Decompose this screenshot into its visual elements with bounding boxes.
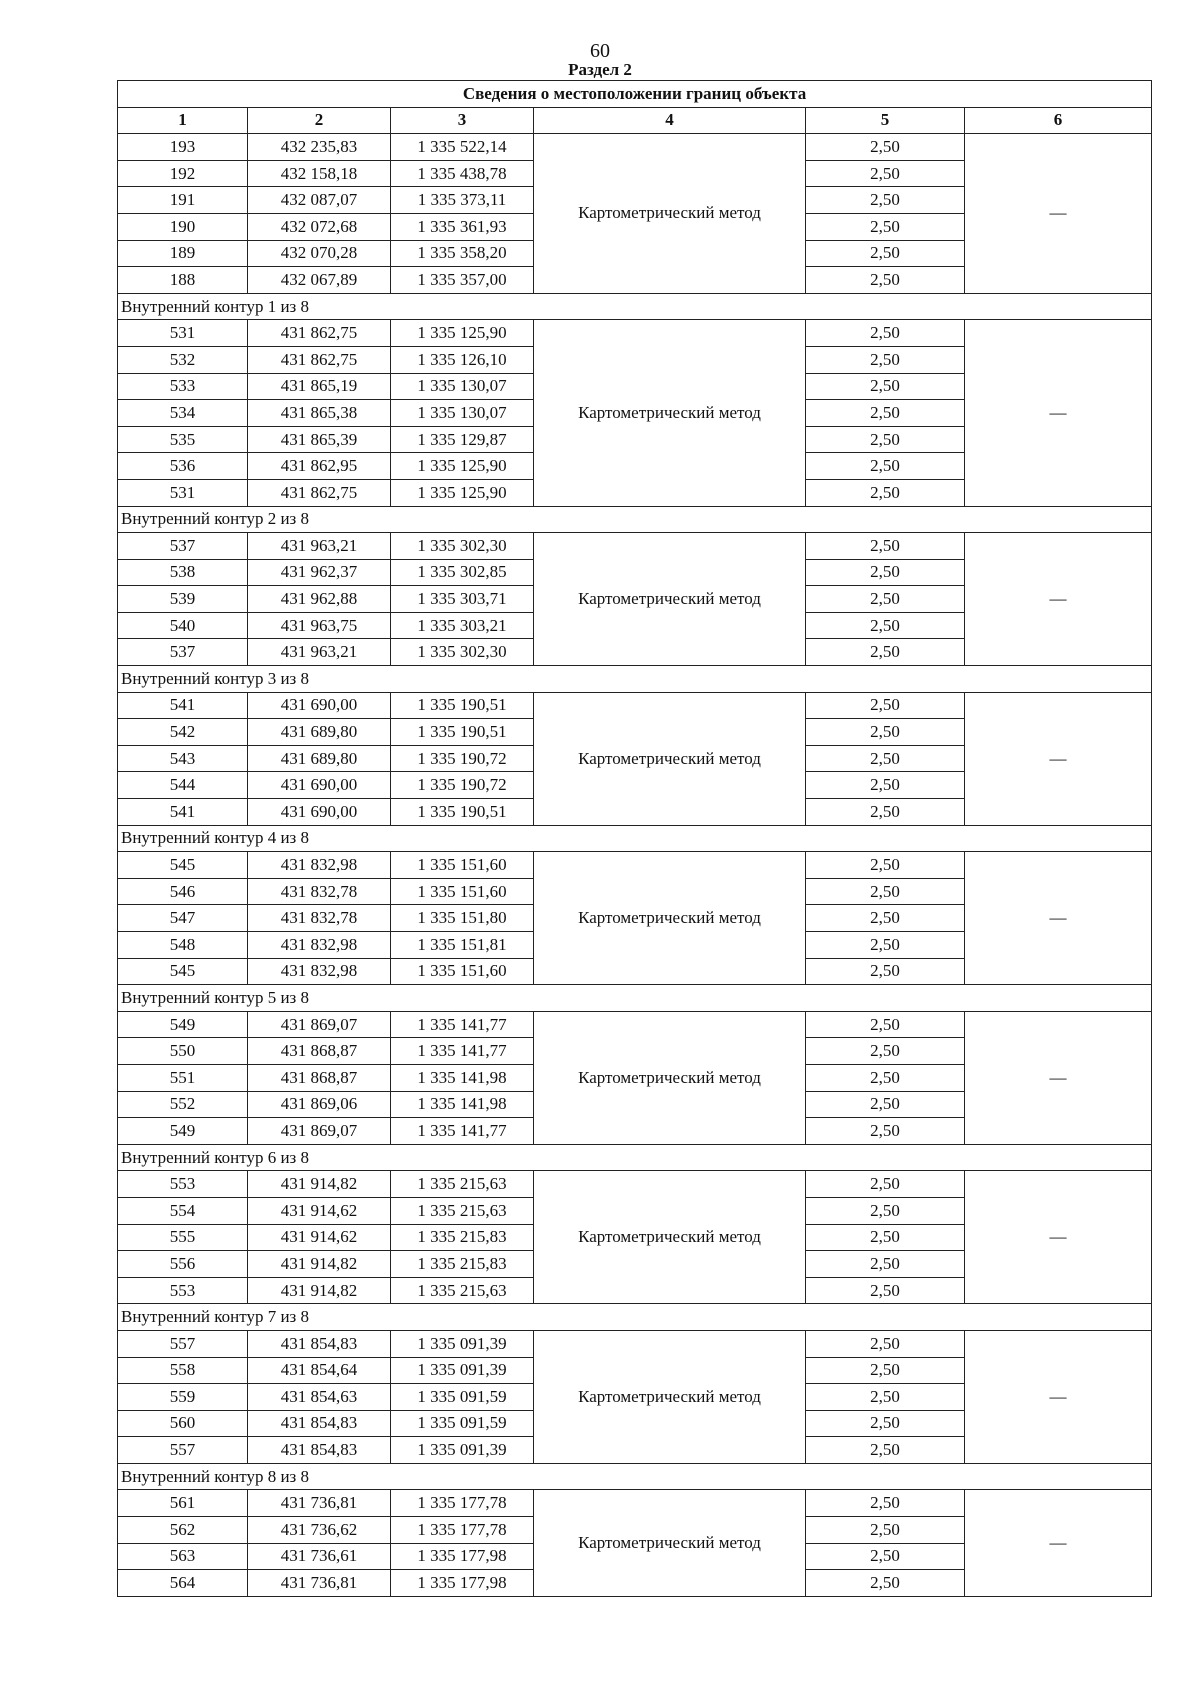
table-row bbox=[118, 1330, 1152, 1357]
accuracy-value: 2,50 bbox=[806, 1277, 965, 1304]
accuracy-value: 2,50 bbox=[806, 453, 965, 480]
point-number: 563 bbox=[118, 1543, 248, 1570]
contour-label-row bbox=[118, 985, 1152, 1012]
point-number: 560 bbox=[118, 1410, 248, 1437]
contour-label: Внутренний контур 2 из 8 bbox=[118, 506, 1152, 533]
coordinate-x: 431 854,83 bbox=[248, 1437, 391, 1464]
accuracy-value: 2,50 bbox=[806, 1410, 965, 1437]
coordinate-x: 431 854,64 bbox=[248, 1357, 391, 1384]
accuracy-value: 2,50 bbox=[806, 932, 965, 959]
point-number: 533 bbox=[118, 373, 248, 400]
point-number: 539 bbox=[118, 586, 248, 613]
column-header: 3 bbox=[391, 107, 534, 134]
contour-label: Внутренний контур 7 из 8 bbox=[118, 1304, 1152, 1331]
table-row bbox=[118, 852, 1152, 879]
point-number: 544 bbox=[118, 772, 248, 799]
point-number: 537 bbox=[118, 639, 248, 666]
table-title: Сведения о местоположении границ объекта bbox=[118, 81, 1152, 108]
contour-label: Внутренний контур 1 из 8 bbox=[118, 293, 1152, 320]
coordinate-x: 431 736,61 bbox=[248, 1543, 391, 1570]
coordinate-y: 1 335 141,98 bbox=[391, 1064, 534, 1091]
point-number: 545 bbox=[118, 852, 248, 879]
coordinate-y: 1 335 190,72 bbox=[391, 772, 534, 799]
coordinate-x: 431 963,75 bbox=[248, 612, 391, 639]
coordinate-x: 431 963,21 bbox=[248, 533, 391, 560]
coordinate-x: 431 832,78 bbox=[248, 905, 391, 932]
coordinate-x: 431 832,98 bbox=[248, 932, 391, 959]
accuracy-value: 2,50 bbox=[806, 426, 965, 453]
coordinate-x: 431 736,62 bbox=[248, 1517, 391, 1544]
accuracy-value: 2,50 bbox=[806, 134, 965, 161]
coordinate-x: 431 914,62 bbox=[248, 1224, 391, 1251]
coordinate-x: 432 235,83 bbox=[248, 134, 391, 161]
point-number: 531 bbox=[118, 479, 248, 506]
description-cell: — bbox=[965, 134, 1152, 294]
coordinate-x: 431 869,06 bbox=[248, 1091, 391, 1118]
accuracy-value: 2,50 bbox=[806, 187, 965, 214]
description-cell: — bbox=[965, 533, 1152, 666]
point-number: 556 bbox=[118, 1251, 248, 1278]
table-body bbox=[118, 134, 1152, 1597]
accuracy-value: 2,50 bbox=[806, 1251, 965, 1278]
coordinate-y: 1 335 177,78 bbox=[391, 1490, 534, 1517]
point-number: 549 bbox=[118, 1118, 248, 1145]
accuracy-value: 2,50 bbox=[806, 1543, 965, 1570]
table-row bbox=[118, 1011, 1152, 1038]
accuracy-value: 2,50 bbox=[806, 905, 965, 932]
accuracy-value: 2,50 bbox=[806, 1330, 965, 1357]
contour-label: Внутренний контур 4 из 8 bbox=[118, 825, 1152, 852]
coordinate-x: 432 070,28 bbox=[248, 240, 391, 267]
point-number: 550 bbox=[118, 1038, 248, 1065]
accuracy-value: 2,50 bbox=[806, 1038, 965, 1065]
column-header-row bbox=[118, 107, 1152, 134]
point-number: 564 bbox=[118, 1570, 248, 1597]
coordinate-y: 1 335 091,39 bbox=[391, 1437, 534, 1464]
coordinate-y: 1 335 357,00 bbox=[391, 267, 534, 294]
point-number: 538 bbox=[118, 559, 248, 586]
accuracy-value: 2,50 bbox=[806, 400, 965, 427]
coordinate-y: 1 335 151,81 bbox=[391, 932, 534, 959]
coordinate-y: 1 335 190,72 bbox=[391, 745, 534, 772]
point-number: 546 bbox=[118, 878, 248, 905]
accuracy-value: 2,50 bbox=[806, 586, 965, 613]
accuracy-value: 2,50 bbox=[806, 559, 965, 586]
accuracy-value: 2,50 bbox=[806, 1437, 965, 1464]
accuracy-value: 2,50 bbox=[806, 639, 965, 666]
coordinate-y: 1 335 151,60 bbox=[391, 878, 534, 905]
coordinate-y: 1 335 177,98 bbox=[391, 1570, 534, 1597]
point-number: 548 bbox=[118, 932, 248, 959]
coordinate-y: 1 335 125,90 bbox=[391, 453, 534, 480]
description-cell: — bbox=[965, 692, 1152, 825]
table-row bbox=[118, 1490, 1152, 1517]
point-number: 188 bbox=[118, 267, 248, 294]
contour-label-row bbox=[118, 1304, 1152, 1331]
point-number: 549 bbox=[118, 1011, 248, 1038]
accuracy-value: 2,50 bbox=[806, 1171, 965, 1198]
coordinate-x: 431 962,37 bbox=[248, 559, 391, 586]
table-row bbox=[118, 134, 1152, 161]
coordinate-x: 431 869,07 bbox=[248, 1011, 391, 1038]
accuracy-value: 2,50 bbox=[806, 213, 965, 240]
coordinate-x: 431 832,78 bbox=[248, 878, 391, 905]
point-number: 540 bbox=[118, 612, 248, 639]
column-header: 1 bbox=[118, 107, 248, 134]
coordinate-y: 1 335 215,63 bbox=[391, 1197, 534, 1224]
coordinate-x: 432 067,89 bbox=[248, 267, 391, 294]
coordinate-y: 1 335 373,11 bbox=[391, 187, 534, 214]
coordinate-x: 431 736,81 bbox=[248, 1490, 391, 1517]
description-cell: — bbox=[965, 1171, 1152, 1304]
coordinate-y: 1 335 126,10 bbox=[391, 346, 534, 373]
point-number: 535 bbox=[118, 426, 248, 453]
coordinate-x: 431 862,95 bbox=[248, 453, 391, 480]
method-cell: Картометрический метод bbox=[534, 1330, 806, 1463]
accuracy-value: 2,50 bbox=[806, 772, 965, 799]
accuracy-value: 2,50 bbox=[806, 692, 965, 719]
contour-label-row bbox=[118, 1144, 1152, 1171]
method-cell: Картометрический метод bbox=[534, 1490, 806, 1596]
accuracy-value: 2,50 bbox=[806, 1197, 965, 1224]
coordinate-y: 1 335 141,77 bbox=[391, 1011, 534, 1038]
accuracy-value: 2,50 bbox=[806, 878, 965, 905]
point-number: 191 bbox=[118, 187, 248, 214]
contour-label: Внутренний контур 5 из 8 bbox=[118, 985, 1152, 1012]
coordinate-x: 431 868,87 bbox=[248, 1038, 391, 1065]
point-number: 541 bbox=[118, 799, 248, 826]
point-number: 552 bbox=[118, 1091, 248, 1118]
coordinate-y: 1 335 215,83 bbox=[391, 1251, 534, 1278]
accuracy-value: 2,50 bbox=[806, 1011, 965, 1038]
coordinate-y: 1 335 302,30 bbox=[391, 533, 534, 560]
coordinate-x: 431 914,82 bbox=[248, 1277, 391, 1304]
point-number: 557 bbox=[118, 1437, 248, 1464]
contour-label-row bbox=[118, 506, 1152, 533]
contour-label-row bbox=[118, 825, 1152, 852]
accuracy-value: 2,50 bbox=[806, 533, 965, 560]
accuracy-value: 2,50 bbox=[806, 1490, 965, 1517]
coordinate-y: 1 335 091,59 bbox=[391, 1410, 534, 1437]
coordinate-y: 1 335 358,20 bbox=[391, 240, 534, 267]
coordinate-y: 1 335 303,71 bbox=[391, 586, 534, 613]
method-cell: Картометрический метод bbox=[534, 533, 806, 666]
accuracy-value: 2,50 bbox=[806, 1357, 965, 1384]
method-cell: Картометрический метод bbox=[534, 1171, 806, 1304]
coordinate-y: 1 335 091,59 bbox=[391, 1384, 534, 1411]
coordinate-x: 431 865,19 bbox=[248, 373, 391, 400]
coordinate-y: 1 335 141,77 bbox=[391, 1038, 534, 1065]
point-number: 553 bbox=[118, 1171, 248, 1198]
accuracy-value: 2,50 bbox=[806, 267, 965, 294]
coordinates-table bbox=[117, 80, 1152, 1597]
coordinate-y: 1 335 190,51 bbox=[391, 799, 534, 826]
accuracy-value: 2,50 bbox=[806, 160, 965, 187]
point-number: 551 bbox=[118, 1064, 248, 1091]
coordinate-x: 431 914,82 bbox=[248, 1251, 391, 1278]
coordinate-x: 431 832,98 bbox=[248, 852, 391, 879]
point-number: 532 bbox=[118, 346, 248, 373]
table-head bbox=[118, 81, 1152, 134]
point-number: 557 bbox=[118, 1330, 248, 1357]
coordinate-y: 1 335 215,63 bbox=[391, 1277, 534, 1304]
column-header: 2 bbox=[248, 107, 391, 134]
accuracy-value: 2,50 bbox=[806, 799, 965, 826]
coordinate-y: 1 335 151,80 bbox=[391, 905, 534, 932]
point-number: 547 bbox=[118, 905, 248, 932]
coordinate-x: 431 865,38 bbox=[248, 400, 391, 427]
point-number: 190 bbox=[118, 213, 248, 240]
contour-label: Внутренний контур 3 из 8 bbox=[118, 666, 1152, 693]
coordinate-x: 431 914,82 bbox=[248, 1171, 391, 1198]
coordinate-x: 432 072,68 bbox=[248, 213, 391, 240]
accuracy-value: 2,50 bbox=[806, 1517, 965, 1544]
point-number: 558 bbox=[118, 1357, 248, 1384]
coordinate-x: 431 832,98 bbox=[248, 958, 391, 985]
point-number: 536 bbox=[118, 453, 248, 480]
section-title: Раздел 2 bbox=[568, 60, 632, 79]
coordinate-x: 431 689,80 bbox=[248, 719, 391, 746]
accuracy-value: 2,50 bbox=[806, 1570, 965, 1597]
coordinate-y: 1 335 091,39 bbox=[391, 1330, 534, 1357]
coordinate-y: 1 335 129,87 bbox=[391, 426, 534, 453]
point-number: 192 bbox=[118, 160, 248, 187]
point-number: 537 bbox=[118, 533, 248, 560]
coordinate-y: 1 335 130,07 bbox=[391, 373, 534, 400]
coordinate-x: 431 862,75 bbox=[248, 479, 391, 506]
description-cell: — bbox=[965, 852, 1152, 985]
coordinate-y: 1 335 190,51 bbox=[391, 719, 534, 746]
table-title-row bbox=[118, 81, 1152, 108]
point-number: 559 bbox=[118, 1384, 248, 1411]
point-number: 541 bbox=[118, 692, 248, 719]
point-number: 531 bbox=[118, 320, 248, 347]
coordinate-y: 1 335 190,51 bbox=[391, 692, 534, 719]
point-number: 543 bbox=[118, 745, 248, 772]
method-cell: Картометрический метод bbox=[534, 692, 806, 825]
coordinate-y: 1 335 130,07 bbox=[391, 400, 534, 427]
point-number: 534 bbox=[118, 400, 248, 427]
method-cell: Картометрический метод bbox=[534, 134, 806, 294]
point-number: 545 bbox=[118, 958, 248, 985]
table-row bbox=[118, 533, 1152, 560]
method-cell: Картометрический метод bbox=[534, 1011, 806, 1144]
column-header: 5 bbox=[806, 107, 965, 134]
point-number: 555 bbox=[118, 1224, 248, 1251]
coordinate-x: 431 914,62 bbox=[248, 1197, 391, 1224]
description-cell: — bbox=[965, 1011, 1152, 1144]
coordinate-x: 431 690,00 bbox=[248, 799, 391, 826]
coordinate-x: 432 158,18 bbox=[248, 160, 391, 187]
coordinate-y: 1 335 302,30 bbox=[391, 639, 534, 666]
coordinate-x: 431 862,75 bbox=[248, 346, 391, 373]
coordinate-x: 431 690,00 bbox=[248, 772, 391, 799]
coordinate-x: 431 854,83 bbox=[248, 1410, 391, 1437]
coordinate-y: 1 335 141,98 bbox=[391, 1091, 534, 1118]
column-header: 6 bbox=[965, 107, 1152, 134]
coordinate-y: 1 335 177,98 bbox=[391, 1543, 534, 1570]
accuracy-value: 2,50 bbox=[806, 958, 965, 985]
contour-label: Внутренний контур 8 из 8 bbox=[118, 1463, 1152, 1490]
coordinate-x: 431 868,87 bbox=[248, 1064, 391, 1091]
accuracy-value: 2,50 bbox=[806, 1384, 965, 1411]
accuracy-value: 2,50 bbox=[806, 479, 965, 506]
coordinate-y: 1 335 303,21 bbox=[391, 612, 534, 639]
description-cell: — bbox=[965, 1330, 1152, 1463]
coordinate-x: 431 689,80 bbox=[248, 745, 391, 772]
coordinate-y: 1 335 215,63 bbox=[391, 1171, 534, 1198]
coordinate-x: 431 962,88 bbox=[248, 586, 391, 613]
coordinate-x: 431 963,21 bbox=[248, 639, 391, 666]
coordinate-x: 431 854,63 bbox=[248, 1384, 391, 1411]
accuracy-value: 2,50 bbox=[806, 320, 965, 347]
coordinate-y: 1 335 438,78 bbox=[391, 160, 534, 187]
point-number: 561 bbox=[118, 1490, 248, 1517]
coordinate-y: 1 335 125,90 bbox=[391, 479, 534, 506]
contour-label-row bbox=[118, 1463, 1152, 1490]
coordinate-y: 1 335 302,85 bbox=[391, 559, 534, 586]
accuracy-value: 2,50 bbox=[806, 719, 965, 746]
point-number: 554 bbox=[118, 1197, 248, 1224]
coordinate-x: 431 854,83 bbox=[248, 1330, 391, 1357]
contour-label-row bbox=[118, 293, 1152, 320]
accuracy-value: 2,50 bbox=[806, 346, 965, 373]
method-cell: Картометрический метод bbox=[534, 320, 806, 506]
coordinate-x: 432 087,07 bbox=[248, 187, 391, 214]
contour-label: Внутренний контур 6 из 8 bbox=[118, 1144, 1152, 1171]
accuracy-value: 2,50 bbox=[806, 1091, 965, 1118]
column-header: 4 bbox=[534, 107, 806, 134]
point-number: 562 bbox=[118, 1517, 248, 1544]
table-row bbox=[118, 320, 1152, 347]
contour-label-row bbox=[118, 666, 1152, 693]
coordinate-x: 431 862,75 bbox=[248, 320, 391, 347]
coordinate-y: 1 335 125,90 bbox=[391, 320, 534, 347]
accuracy-value: 2,50 bbox=[806, 1064, 965, 1091]
method-cell: Картометрический метод bbox=[534, 852, 806, 985]
accuracy-value: 2,50 bbox=[806, 612, 965, 639]
description-cell: — bbox=[965, 1490, 1152, 1596]
coordinate-x: 431 869,07 bbox=[248, 1118, 391, 1145]
coordinate-y: 1 335 361,93 bbox=[391, 213, 534, 240]
coordinate-y: 1 335 151,60 bbox=[391, 958, 534, 985]
page-number: 60 bbox=[590, 40, 610, 62]
accuracy-value: 2,50 bbox=[806, 852, 965, 879]
accuracy-value: 2,50 bbox=[806, 373, 965, 400]
point-number: 193 bbox=[118, 134, 248, 161]
description-cell: — bbox=[965, 320, 1152, 506]
coordinate-y: 1 335 177,78 bbox=[391, 1517, 534, 1544]
coordinate-y: 1 335 091,39 bbox=[391, 1357, 534, 1384]
coordinate-y: 1 335 522,14 bbox=[391, 134, 534, 161]
table-row bbox=[118, 692, 1152, 719]
accuracy-value: 2,50 bbox=[806, 1118, 965, 1145]
coordinate-x: 431 690,00 bbox=[248, 692, 391, 719]
point-number: 189 bbox=[118, 240, 248, 267]
accuracy-value: 2,50 bbox=[806, 745, 965, 772]
coordinate-x: 431 736,81 bbox=[248, 1570, 391, 1597]
point-number: 553 bbox=[118, 1277, 248, 1304]
coordinate-y: 1 335 141,77 bbox=[391, 1118, 534, 1145]
point-number: 542 bbox=[118, 719, 248, 746]
accuracy-value: 2,50 bbox=[806, 1224, 965, 1251]
table-row bbox=[118, 1171, 1152, 1198]
coordinate-y: 1 335 215,83 bbox=[391, 1224, 534, 1251]
accuracy-value: 2,50 bbox=[806, 240, 965, 267]
coordinate-x: 431 865,39 bbox=[248, 426, 391, 453]
coordinate-y: 1 335 151,60 bbox=[391, 852, 534, 879]
